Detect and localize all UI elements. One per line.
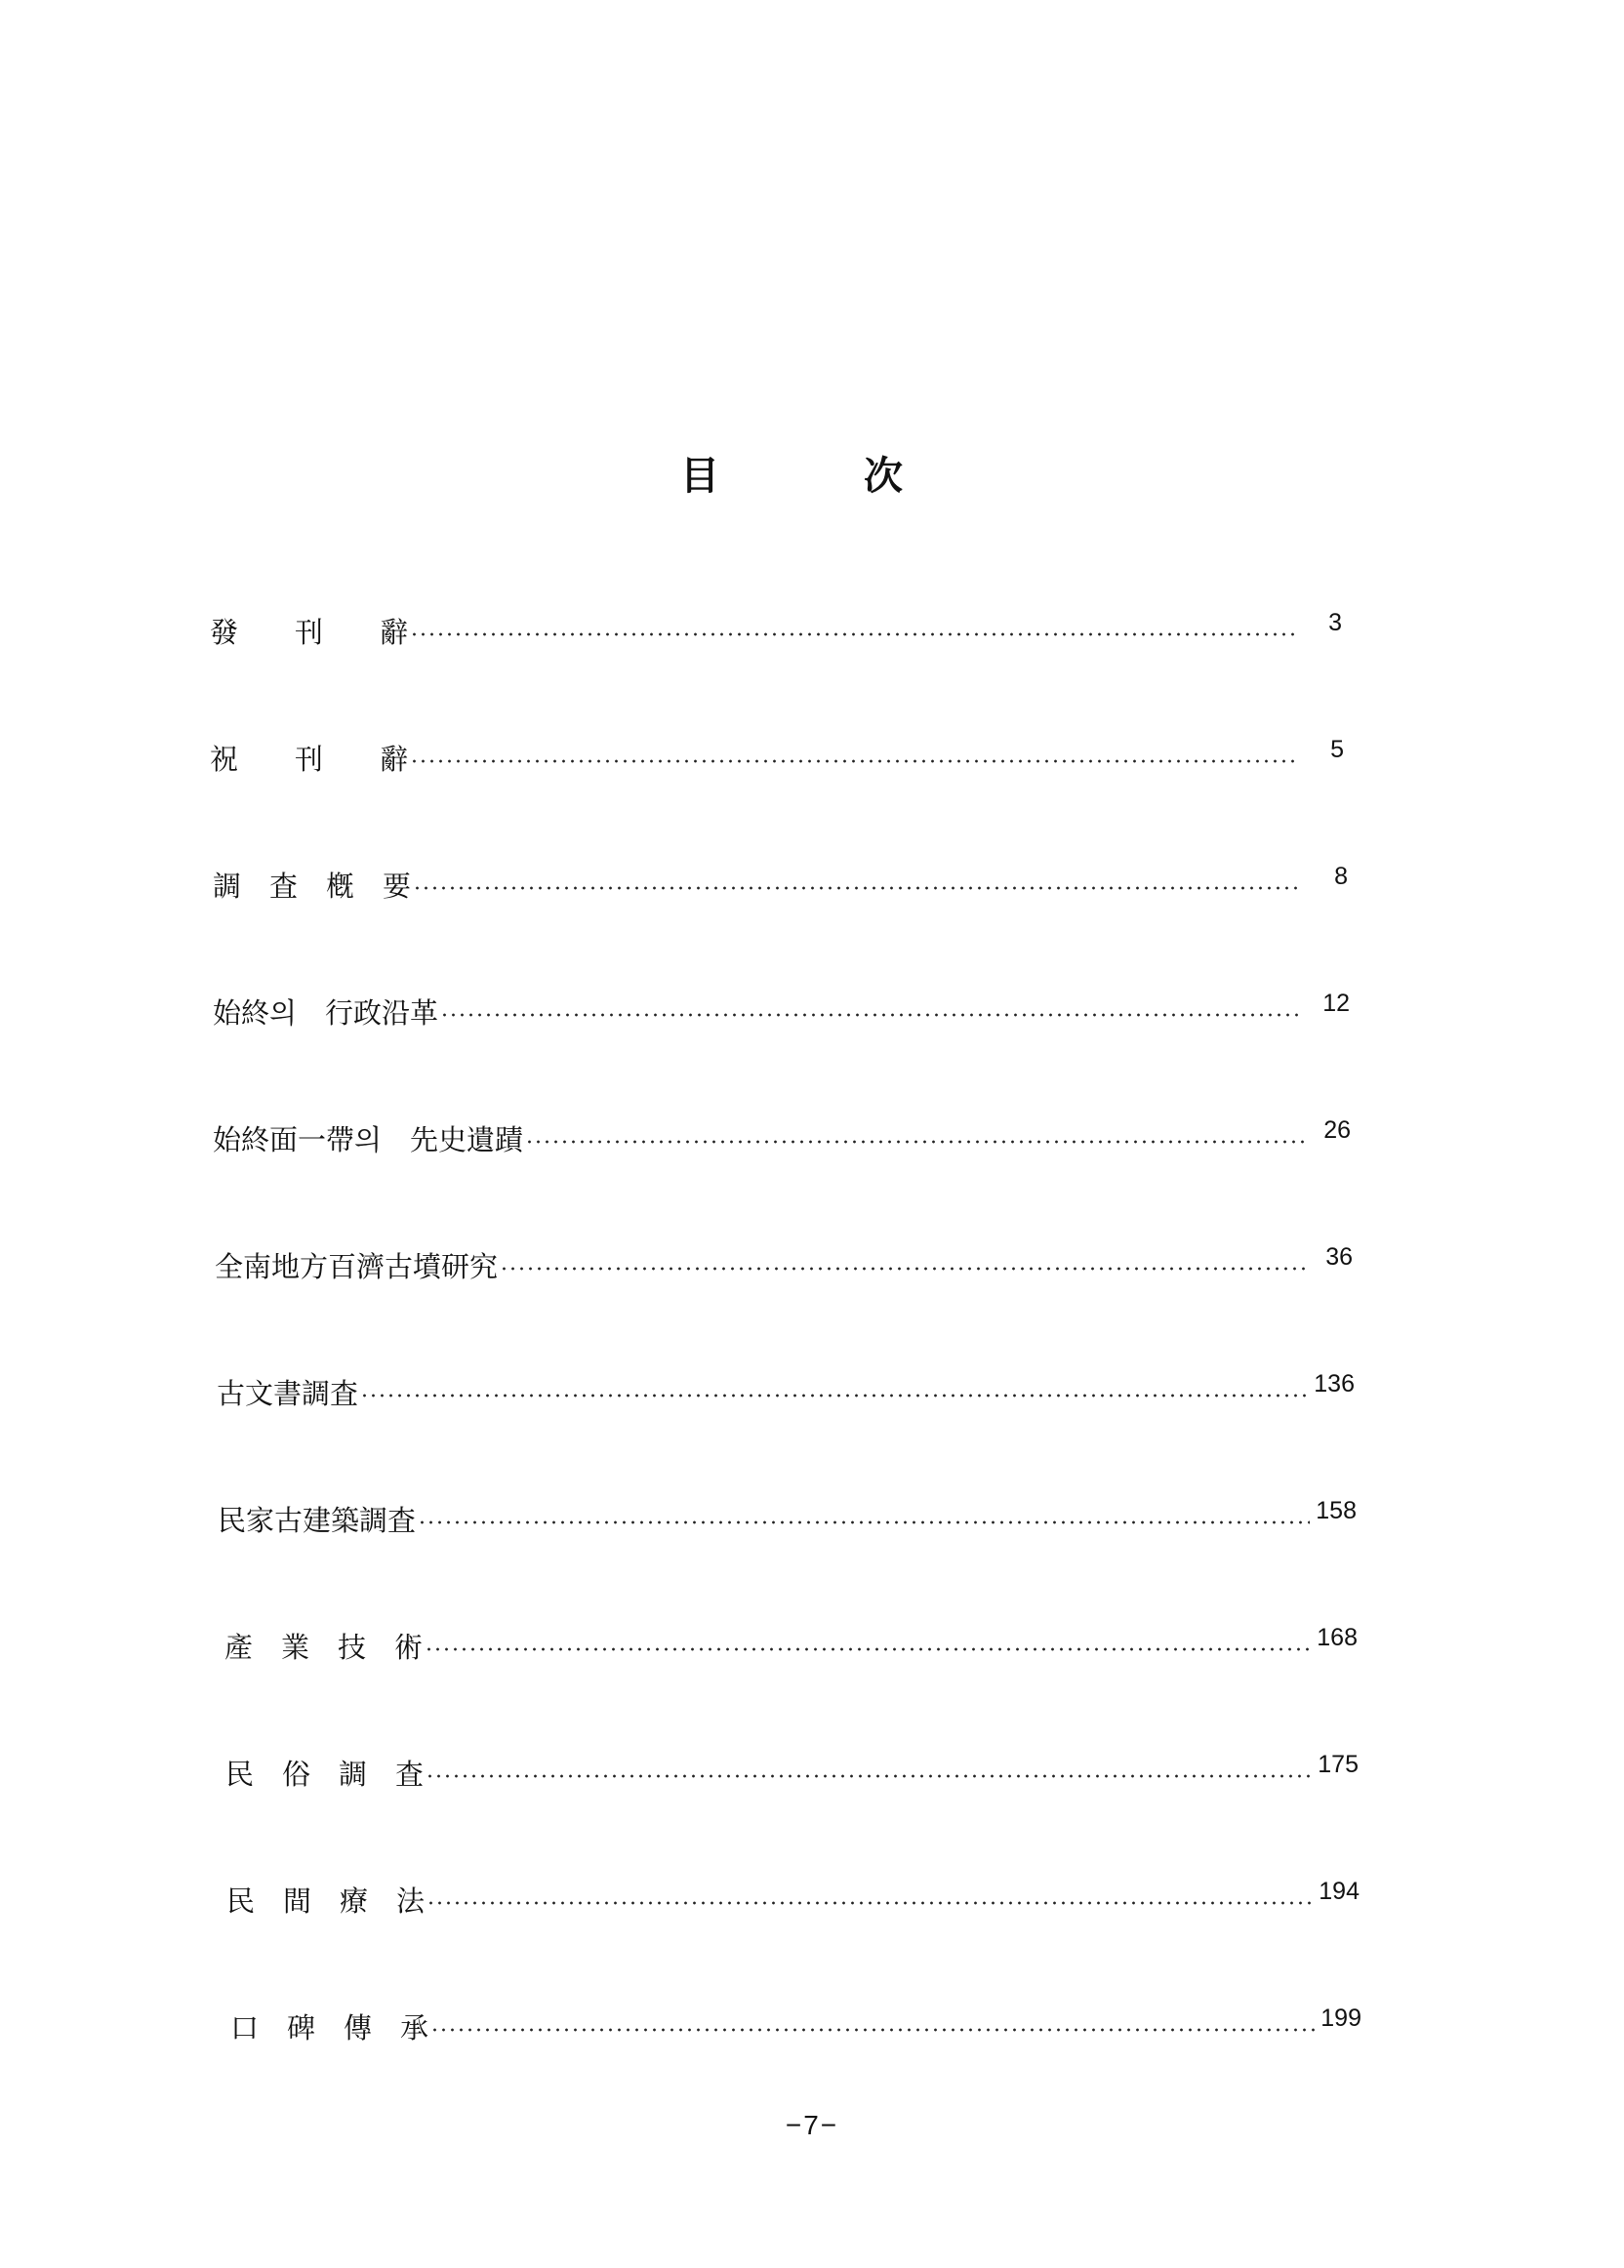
dot-leader [500, 1261, 1306, 1276]
title-char: 次 [864, 454, 903, 499]
toc-entry [218, 1497, 1357, 1540]
dot-leader [410, 753, 1297, 769]
toc-entry-label: 始終의 行政沿革 [213, 996, 439, 1030]
toc-entry-label: 民 間 療 法 [226, 1884, 426, 1918]
toc-entry-page: 136 [1314, 1370, 1355, 1397]
dot-leader [426, 1895, 1313, 1911]
toc-entry-page: 3 [1328, 609, 1342, 636]
toc-entry-page: 199 [1320, 2005, 1361, 2032]
toc-entry [213, 1116, 1351, 1159]
page-number: −7− [785, 2110, 839, 2140]
toc-entry-label: 民 俗 調 査 [225, 1758, 425, 1791]
toc-entry-page: 194 [1319, 1878, 1360, 1905]
title-char: 目 [680, 454, 719, 499]
toc-entry-label: 祝 刊 辭 [210, 743, 409, 776]
toc-entry-label: 口 碑 傳 承 [230, 2011, 429, 2045]
toc-entry-label: 始終面一帶의 先史遺蹟 [213, 1123, 524, 1156]
toc-entry [210, 609, 1342, 652]
dot-leader [425, 1641, 1311, 1657]
dot-leader [418, 1515, 1310, 1530]
toc-entry-label: 調 査 槪 要 [213, 870, 412, 903]
toc-entry [215, 1243, 1353, 1286]
toc-entry [230, 2005, 1361, 2047]
toc-entry [210, 736, 1344, 779]
dot-leader [440, 1007, 1303, 1023]
toc-entry-label: 民家古建築調査 [218, 1504, 417, 1537]
dot-leader [426, 1768, 1312, 1784]
toc-entry-page: 158 [1316, 1497, 1357, 1524]
toc-entry-label: 全南地方百濟古墳研究 [215, 1250, 499, 1283]
dot-leader [430, 2022, 1315, 2038]
dot-leader [410, 627, 1295, 642]
toc-entry-page: 5 [1330, 736, 1344, 763]
toc-entry-page: 8 [1334, 863, 1348, 890]
dot-leader [525, 1134, 1304, 1150]
dot-leader [413, 880, 1301, 896]
toc-entry-label: 發 刊 辭 [210, 616, 409, 649]
dot-leader [360, 1388, 1308, 1403]
toc-entry [213, 990, 1350, 1033]
toc-entry [217, 1370, 1355, 1413]
toc-entry-label: 產 業 技 術 [224, 1631, 424, 1664]
toc-entry-page: 175 [1318, 1751, 1359, 1778]
toc-entry [225, 1751, 1359, 1794]
toc-entry-page: 12 [1322, 990, 1350, 1017]
toc-entry [213, 863, 1348, 906]
toc-entry [226, 1878, 1360, 1921]
toc-entry-page: 168 [1317, 1624, 1358, 1651]
toc-entry [224, 1624, 1358, 1667]
toc-entry-page: 26 [1323, 1116, 1351, 1144]
toc-entry-label: 古文書調査 [217, 1377, 359, 1410]
toc-entry-page: 36 [1325, 1243, 1353, 1271]
